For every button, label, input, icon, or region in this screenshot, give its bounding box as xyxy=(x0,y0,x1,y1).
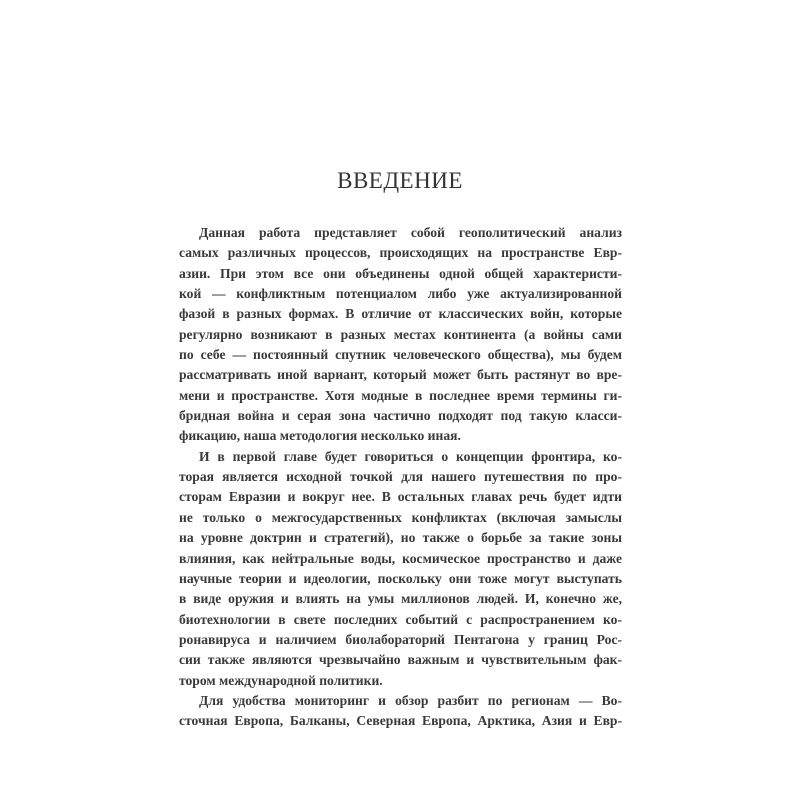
text-line: азии. При этом все они объединены одной общей характеристи- xyxy=(179,265,622,281)
text-line: Для удобства мониторинг и обзор разбит по регионам — Во- xyxy=(199,692,622,708)
text-line: самых различных процессов, происходящих на пространстве Евр- xyxy=(179,245,622,261)
text-line: сторам Евразии и вокруг нее. В остальных главах речь будет идти xyxy=(179,489,622,505)
text-line: на уровне доктрин и стратегий), но также о борьбе за такие зоны xyxy=(179,530,622,546)
text-line: регулярно возникают в разных местах континента (а войны сами xyxy=(179,326,622,342)
text-line: Данная работа представляет собой геополитический анализ xyxy=(199,225,622,240)
text-line: фикацию, наша методология несколько иная. xyxy=(179,428,461,444)
text-line: тором международной политики. xyxy=(179,672,383,688)
text-line: сии также являются чрезвычайно важным и чувствительным фак- xyxy=(179,652,622,668)
text-line: сточная Европа, Балканы, Северная Европа, Арктика, Азия и Евр- xyxy=(179,713,622,729)
text-line: ронавируса и наличием биолабораторий Пентагона у границ Рос- xyxy=(179,631,622,647)
text-line: рассматривать иной вариант, который может быть растянут во вре- xyxy=(179,367,622,383)
text-line: по себе — постоянный спутник человеческого общества), мы будем xyxy=(179,347,622,363)
text-line: влияния, как нейтральные воды, космическое пространство и даже xyxy=(179,550,622,566)
text-line: биотехнологии в свете последних событий с распространением ко- xyxy=(179,611,622,627)
text-line: торая является исходной точкой для нашего путешествия по про- xyxy=(179,469,622,485)
text-line: бридная война и серая зона частично подходят под такую класси- xyxy=(179,408,622,424)
chapter-heading: ВВЕДЕНИЕ xyxy=(337,168,463,193)
chapter-body xyxy=(179,223,622,732)
text-line: мени и пространстве. Хотя модные в последнее время термины ги- xyxy=(179,387,622,403)
text-line: фазой в разных формах. В отличие от классических войн, которые xyxy=(179,306,622,322)
text-line: И в первой главе будет говориться о концепции фронтира, ко- xyxy=(199,448,622,464)
text-line: кой — конфликтным потенциалом либо уже актуализированной xyxy=(179,286,622,302)
text-line: в виде оружия и влиять на умы миллионов людей. И, конечно же, xyxy=(179,591,622,607)
text-line: не только о межгосударственных конфликтах (включая замыслы xyxy=(179,509,622,525)
text-line: научные теории и идеологии, поскольку они тоже могут выступать xyxy=(179,570,622,586)
